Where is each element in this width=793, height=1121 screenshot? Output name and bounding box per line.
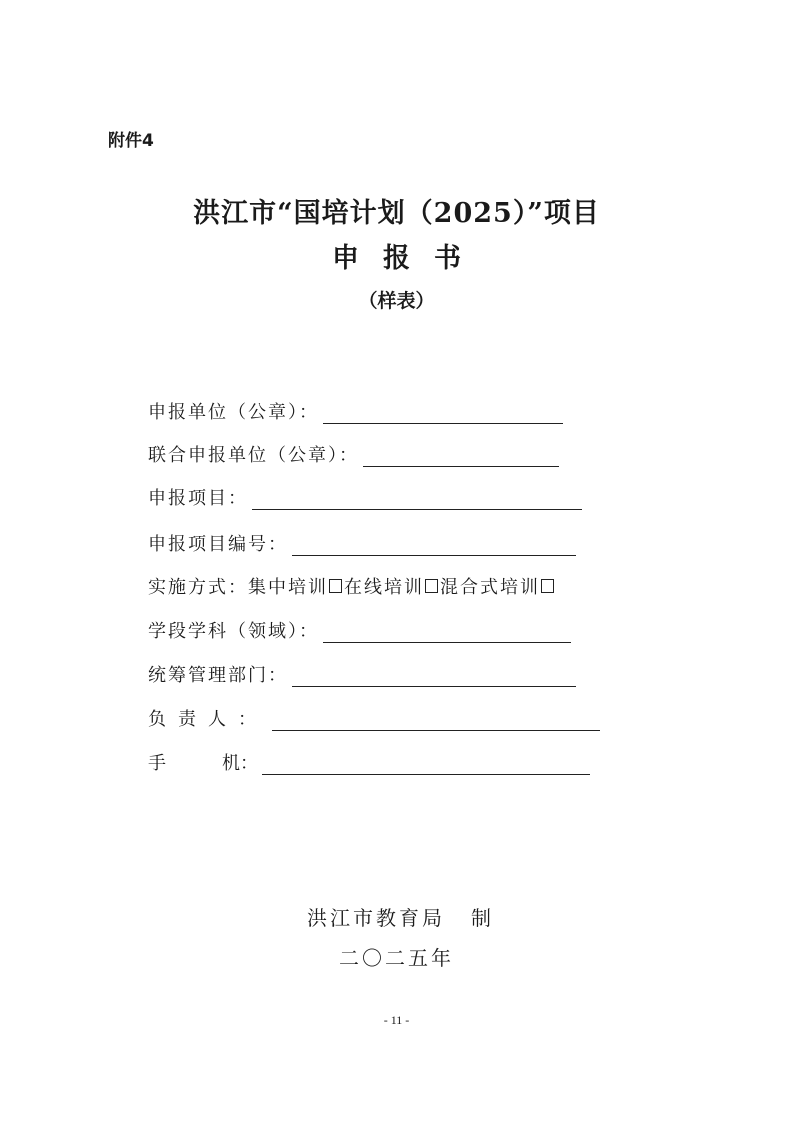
field-unit-blank[interactable] <box>323 403 563 424</box>
field-project-no-blank[interactable] <box>292 535 576 556</box>
field-subject-blank[interactable] <box>323 622 571 643</box>
document-subtitle: 申报书 <box>332 243 485 274</box>
field-project-blank[interactable] <box>252 489 582 510</box>
method-checkbox-online[interactable] <box>425 579 438 593</box>
method-option-label: 混合式培训 <box>440 577 540 598</box>
field-phone-blank[interactable] <box>262 754 590 775</box>
issuer-made: 制 <box>471 906 494 930</box>
field-project-label: 申报项目： <box>148 488 248 509</box>
field-department-blank[interactable] <box>292 666 576 687</box>
field-person-blank[interactable] <box>272 710 600 731</box>
field-project-no-label: 申报项目编号： <box>148 534 288 555</box>
field-phone <box>148 749 590 775</box>
document-title: 洪江市“国培计划（2025）”项目 <box>193 198 600 229</box>
field-subject <box>148 617 571 643</box>
field-joint-unit-blank[interactable] <box>363 446 559 467</box>
field-phone-label: 手 机： <box>148 753 258 774</box>
field-person-label: 负责人： <box>148 709 268 730</box>
field-project-no <box>148 530 576 556</box>
field-unit <box>148 398 563 424</box>
field-method <box>148 573 556 599</box>
issue-year: 二〇二五年 <box>339 946 454 970</box>
method-option-label: 在线培训 <box>344 577 424 598</box>
field-joint-unit <box>148 441 559 467</box>
field-project <box>148 484 582 510</box>
method-option-blended <box>440 573 556 599</box>
sample-label: （样表） <box>358 290 435 312</box>
method-checkbox-blended[interactable] <box>541 579 554 593</box>
field-department-label: 统筹管理部门： <box>148 665 288 686</box>
field-joint-unit-label: 联合申报单位（公章）： <box>148 445 359 466</box>
field-unit-label: 申报单位（公章）： <box>148 402 319 423</box>
method-checkbox-centralized[interactable] <box>329 579 342 593</box>
field-department <box>148 661 576 687</box>
field-person <box>148 705 600 731</box>
method-option-centralized <box>248 573 344 599</box>
method-option-label: 集中培训 <box>248 577 328 598</box>
field-method-label: 实施方式： <box>148 577 248 598</box>
page-number: - 11 - <box>383 1013 410 1027</box>
issuer-line <box>0 902 793 931</box>
method-option-online <box>344 573 440 599</box>
issuer-name: 洪江市教育局 <box>307 906 445 930</box>
attachment-label: 附件4 <box>108 131 154 151</box>
field-subject-label: 学段学科（领域）： <box>148 621 319 642</box>
